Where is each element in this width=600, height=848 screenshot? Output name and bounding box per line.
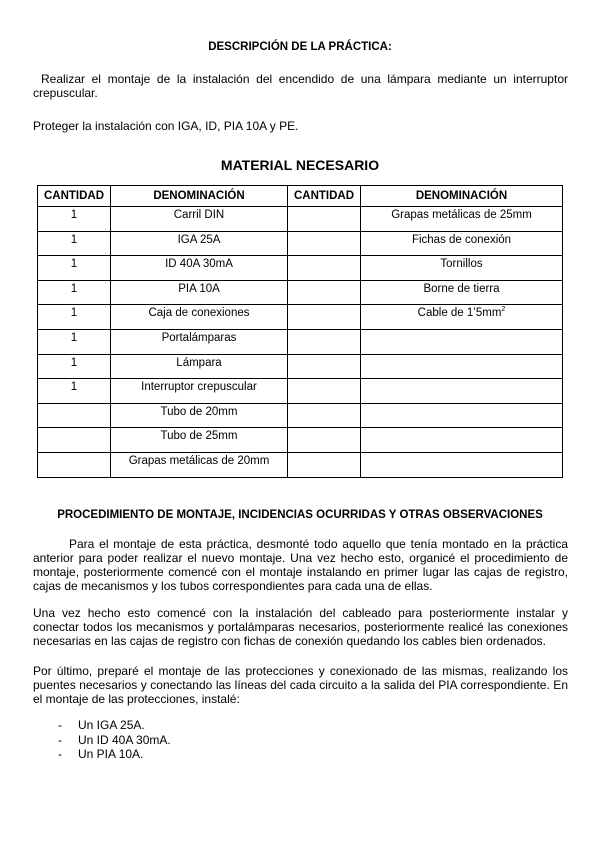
material-table	[37, 185, 563, 478]
cell-name1	[111, 379, 288, 404]
cell-name1	[111, 207, 288, 232]
cell-text: PIA 10A	[178, 282, 220, 295]
description-paragraph: Realizar el montaje de la instalación del encendido de una lámpara mediante un interruptor crepuscular.	[33, 72, 568, 100]
cell-text: Tubo de 25mm	[160, 430, 238, 443]
column-header-quantity: CANTIDAD	[38, 186, 111, 207]
list-item	[58, 733, 171, 748]
cell-qty1	[38, 329, 111, 354]
cell-name2	[361, 256, 563, 281]
cell-name1	[111, 305, 288, 330]
cell-text: 1	[70, 356, 78, 369]
cell-text: Tornillos	[440, 258, 483, 271]
cell-name1	[111, 428, 288, 453]
cell-text: Caja de conexiones	[148, 307, 250, 320]
cell-qty1	[38, 428, 111, 453]
list-item-text: Un IGA 25A.	[78, 718, 145, 732]
cell-text: Grapas metálicas de 25mm	[391, 209, 532, 221]
cell-name1	[111, 403, 288, 428]
cell-qty2	[288, 231, 361, 256]
cell-text: ID 40A 30mA	[165, 258, 233, 271]
table-row	[38, 379, 563, 404]
table-row	[38, 256, 563, 281]
cell-qty1	[38, 256, 111, 281]
practice-description-heading: DESCRIPCIÓN DE LA PRÁCTICA:	[208, 41, 392, 53]
cell-text: 1	[70, 209, 78, 221]
cell-text: Lámpara	[176, 356, 222, 369]
procedure-heading: PROCEDIMIENTO DE MONTAJE, INCIDENCIAS OCURRIDAS Y OTRAS OBSERVACIONES	[57, 509, 543, 521]
cell-name2	[361, 428, 563, 453]
cell-text: Tubo de 20mm	[160, 405, 238, 418]
table-row	[38, 403, 563, 428]
cell-qty2	[288, 379, 361, 404]
material-table-header	[38, 186, 563, 207]
material-table-body	[38, 207, 563, 478]
column-header-name-2: DENOMINACIÓN	[361, 186, 563, 207]
procedure-paragraph-3: Por último, preparé el montaje de las protecciones y conexionado de las mismas, realizando los puentes necesarios y conectando las líneas del cada circuito a la salida del PIA correspondiente. En el montaje de las protecciones, instalé:	[33, 664, 568, 706]
list-bullet: -	[58, 747, 62, 761]
cell-text: 1	[70, 282, 78, 295]
cell-qty2	[288, 428, 361, 453]
cell-qty2	[288, 280, 361, 305]
cell-qty1	[38, 207, 111, 232]
cell-text: Carril DIN	[173, 209, 225, 221]
cell-text: IGA 25A	[177, 233, 221, 246]
cell-text: 1	[70, 331, 78, 344]
column-header-quantity-2: CANTIDAD	[288, 186, 361, 207]
procedure-paragraph-1: Para el montaje de esta práctica, desmonté todo aquello que tenía montado en la práctica anterior para poder realizar el nuevo montaje. Una vez hecho esto, organicé el procedimiento de montaje, posteriormente comencé con el montaje instalando en primer lugar las cajas de registro, cajas de mecanismos y los tubos correspondientes para cada una de ellas.	[33, 537, 568, 593]
cell-text: Grapas metálicas de 20mm	[128, 454, 270, 467]
table-row	[38, 231, 563, 256]
cell-text: Borne de tierra	[423, 282, 500, 295]
cell-name2	[361, 452, 563, 477]
cell-qty1	[38, 403, 111, 428]
cell-qty2	[288, 207, 361, 232]
list-bullet: -	[58, 718, 62, 732]
table-row	[38, 207, 563, 232]
cell-name2	[361, 207, 563, 232]
cell-qty1	[38, 280, 111, 305]
cell-superscript: 2	[501, 306, 506, 314]
cell-qty1	[38, 354, 111, 379]
cell-qty2	[288, 452, 361, 477]
cell-text: Cable de 1’5mm	[417, 307, 502, 320]
cell-name1	[111, 354, 288, 379]
cell-qty1	[38, 231, 111, 256]
cell-text: Interruptor crepuscular	[141, 381, 257, 394]
material-heading: MATERIAL NECESARIO	[220, 157, 380, 173]
cell-qty2	[288, 354, 361, 379]
cell-name1	[111, 329, 288, 354]
cell-qty2	[288, 305, 361, 330]
protections-list	[58, 718, 171, 762]
cell-qty1	[38, 452, 111, 477]
cell-text: Portalámparas	[161, 331, 237, 344]
cell-name2	[361, 305, 563, 330]
cell-qty1	[38, 379, 111, 404]
cell-qty2	[288, 256, 361, 281]
cell-qty2	[288, 403, 361, 428]
cell-name2	[361, 403, 563, 428]
cell-name2	[361, 354, 563, 379]
cell-name2	[361, 329, 563, 354]
cell-name1	[111, 231, 288, 256]
list-bullet: -	[58, 732, 62, 747]
table-row	[38, 329, 563, 354]
list-item-text: Un PIA 10A.	[78, 747, 144, 761]
cell-name1	[111, 452, 288, 477]
cell-text: 1	[70, 258, 78, 271]
table-row	[38, 354, 563, 379]
list-item-text: Un ID 40A 30mA.	[78, 732, 171, 747]
list-item	[58, 747, 171, 762]
table-row	[38, 428, 563, 453]
cell-text: Fichas de conexión	[411, 233, 512, 246]
protection-paragraph: Proteger la instalación con IGA, ID, PIA 10A y PE.	[33, 119, 299, 133]
cell-name1	[111, 280, 288, 305]
table-row	[38, 305, 563, 330]
list-item	[58, 718, 171, 733]
table-row	[38, 280, 563, 305]
column-header-name: DENOMINACIÓN	[111, 186, 288, 207]
cell-name2	[361, 280, 563, 305]
cell-name2	[361, 379, 563, 404]
cell-qty2	[288, 329, 361, 354]
procedure-paragraph-2: Una vez hecho esto comencé con la instalación del cableado para posteriormente instalar y conectar todos los mecanismos y portalámparas necesarios, posteriormente realicé las conexiones necesarias en las cajas de registro con fichas de conexión quedando los cables bien ordenados.	[33, 606, 568, 648]
cell-name1	[111, 256, 288, 281]
cell-qty1	[38, 305, 111, 330]
cell-text: 1	[70, 233, 78, 246]
cell-text: 1	[70, 381, 78, 394]
table-row	[38, 452, 563, 477]
cell-text: 1	[70, 307, 78, 320]
cell-name2	[361, 231, 563, 256]
